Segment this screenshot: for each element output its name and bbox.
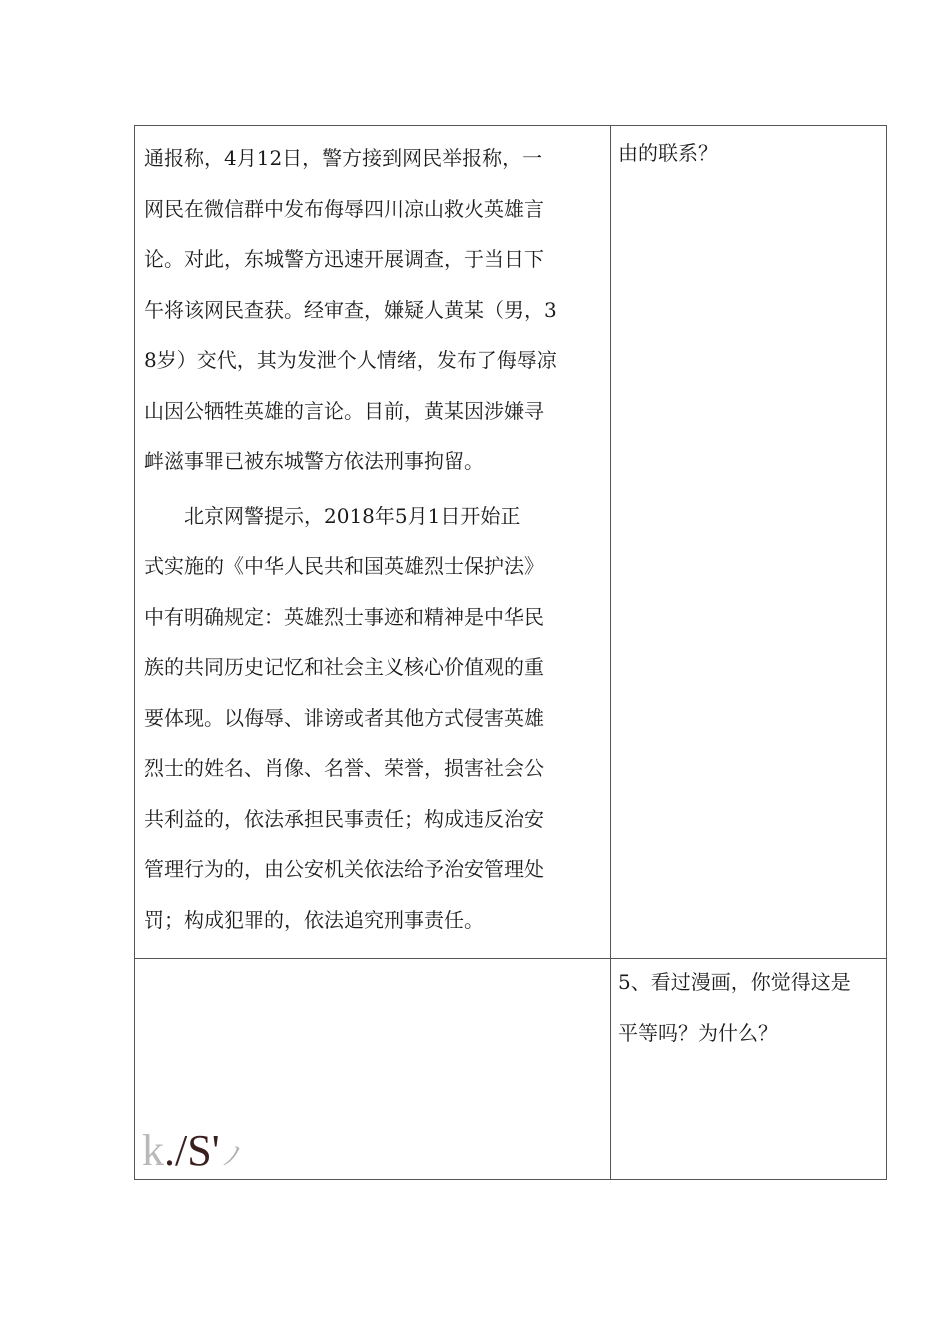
- question-line: 平等吗？为什么？: [618, 1020, 778, 1045]
- question-text: [611, 957, 886, 1058]
- law-paragraph: [144, 491, 604, 946]
- text-line: 式实施的《中华人民共和国英雄烈士保护法》: [144, 554, 544, 578]
- material-cell: [135, 126, 611, 959]
- text-line: 要体现。以侮辱、诽谤或者其他方式侵害英雄: [144, 705, 544, 730]
- text-line: 8岁）交代，其为发泄个人情绪，发布了侮辱凉: [144, 348, 557, 372]
- cartoon-fragment-char: k: [142, 1126, 164, 1175]
- cartoon-fragment-char: ./S': [164, 1126, 220, 1175]
- cartoon-fragment-char: ノ: [219, 1142, 246, 1171]
- text-line: 通报称，4月12日，警方接到网民举报称，一: [144, 146, 543, 170]
- table-row: [135, 126, 887, 959]
- cartoon-cell: [135, 959, 611, 1180]
- text-line: 烈士的姓名、肖像、名誉、荣誉，损害社会公: [144, 756, 544, 780]
- text-line: 罚；构成犯罪的，依法追究刑事责任。: [144, 907, 484, 932]
- text-line: 论。对此，东城警方迅速开展调查，于当日下: [144, 247, 544, 271]
- text-line: 山因公牺牲英雄的言论。目前，黄某因涉嫌寻: [144, 398, 544, 423]
- text-line: 共利益的，依法承担民事责任；构成违反治安: [144, 806, 544, 831]
- text-line: 衅滋事罪已被东城警方依法刑事拘留。: [144, 449, 484, 473]
- text-line: 管理行为的，由公安机关依法给予治安管理处: [144, 857, 544, 881]
- question-line: 5、看过漫画，你觉得这是: [618, 970, 851, 994]
- news-paragraph: [144, 133, 604, 487]
- question-cell: [611, 126, 887, 959]
- table-row: [135, 959, 887, 1180]
- cartoon-image-fragment: [142, 1126, 246, 1175]
- text-line: 北京网警提示，2018年5月1日开始正: [144, 503, 521, 528]
- text-line: 族的共同历史记忆和社会主义核心价值观的重: [144, 655, 544, 679]
- question-text: 由的联系？: [618, 141, 718, 165]
- text-line: 网民在微信群中发布侮辱四川凉山救火英雄言: [144, 196, 544, 221]
- text-line: 午将该网民查获。经审查，嫌疑人黄某（男，3: [144, 297, 557, 322]
- text-line: 中有明确规定：英雄烈士事迹和精神是中华民: [144, 604, 544, 629]
- content-table: [134, 125, 887, 1180]
- material-text: [135, 126, 610, 945]
- question-cell: [611, 959, 887, 1180]
